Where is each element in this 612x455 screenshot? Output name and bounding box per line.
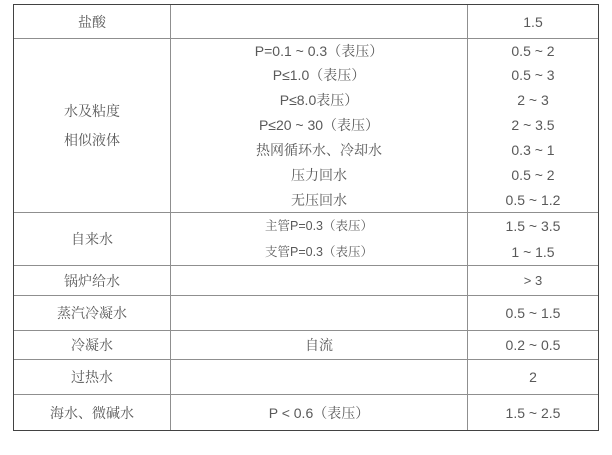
- value-cell: [467, 5, 598, 38]
- value-label: 1.5 ~ 2.5: [505, 404, 561, 421]
- value-label: 0.3 ~ 1: [511, 141, 555, 158]
- condition-label: 无压回水: [291, 191, 347, 208]
- condition-label: P≤1.0（表压）: [272, 67, 366, 84]
- medium-cell: [14, 213, 170, 265]
- condition-label: 主管P=0.3（表压）: [264, 218, 373, 233]
- condition-label: P≤20 ~ 30（表压）: [258, 117, 380, 134]
- medium-label-line2: 相似液体: [64, 131, 120, 148]
- medium-cell: [14, 331, 170, 359]
- value-cell: [467, 296, 598, 330]
- medium-cell: [14, 5, 170, 38]
- condition-label: P < 0.6（表压）: [268, 404, 370, 421]
- medium-label: 锅炉给水: [64, 272, 120, 289]
- medium-cell: [14, 360, 170, 394]
- table-row-hydrochloric-acid: [14, 5, 598, 38]
- value-label: 1 ~ 1.5: [511, 244, 555, 260]
- value-label: > 3: [523, 273, 543, 288]
- condition-cell: [170, 213, 467, 265]
- value-label: 1.5: [523, 13, 543, 30]
- medium-cell: [14, 266, 170, 295]
- value-cell: [467, 266, 598, 295]
- condition-label: 压力回水: [291, 166, 347, 183]
- value-cell: [467, 360, 598, 394]
- value-cell: [467, 213, 598, 265]
- value-cell: [467, 395, 598, 430]
- flow-velocity-table: [13, 4, 599, 431]
- medium-label: 冷凝水: [71, 337, 113, 353]
- medium-label: 蒸汽冷凝水: [57, 305, 127, 321]
- value-label: 2 ~ 3.5: [511, 117, 555, 134]
- medium-cell: [14, 39, 170, 212]
- condition-cell: [170, 39, 467, 212]
- condition-cell: [170, 331, 467, 359]
- condition-cell: [170, 296, 467, 330]
- condition-cell: [170, 5, 467, 38]
- condition-label: P≤8.0表压）: [279, 92, 359, 109]
- value-cell: [467, 331, 598, 359]
- value-label: 0.2 ~ 0.5: [505, 337, 561, 353]
- medium-label-line1: 水及粘度: [64, 102, 120, 119]
- value-cell: [467, 39, 598, 212]
- table-row-tap-water: [14, 212, 598, 265]
- medium-cell: [14, 296, 170, 330]
- table-row-seawater: [14, 394, 598, 430]
- condition-label: P=0.1 ~ 0.3（表压）: [254, 42, 384, 59]
- value-label: 0.5 ~ 3: [511, 67, 555, 84]
- medium-cell: [14, 395, 170, 430]
- table-row-superheated-water: [14, 359, 598, 394]
- table-row-steam-condensate: [14, 295, 598, 330]
- table-row-boiler-feed-water: [14, 265, 598, 295]
- value-label: 0.5 ~ 1.2: [505, 191, 561, 208]
- table-row-water-like-liquids: [14, 38, 598, 212]
- condition-cell: [170, 360, 467, 394]
- value-label: 0.5 ~ 2: [511, 42, 555, 59]
- condition-cell: [170, 395, 467, 430]
- table-row-condensate: [14, 330, 598, 359]
- value-label: 1.5 ~ 3.5: [505, 217, 561, 234]
- medium-label: 过热水: [71, 369, 113, 385]
- condition-label: 支管P=0.3（表压）: [264, 245, 373, 259]
- value-label: 0.5 ~ 2: [511, 166, 555, 183]
- value-label: 0.5 ~ 1.5: [505, 305, 561, 321]
- value-label: 2: [529, 369, 537, 385]
- medium-label: 海水、微碱水: [50, 404, 134, 421]
- condition-label: 热网循环水、冷却水: [256, 141, 382, 158]
- medium-label: 自来水: [71, 231, 113, 247]
- condition-label: 自流: [305, 337, 333, 353]
- medium-label: 盐酸: [78, 13, 106, 30]
- condition-cell: [170, 266, 467, 295]
- value-label: 2 ~ 3: [517, 92, 549, 109]
